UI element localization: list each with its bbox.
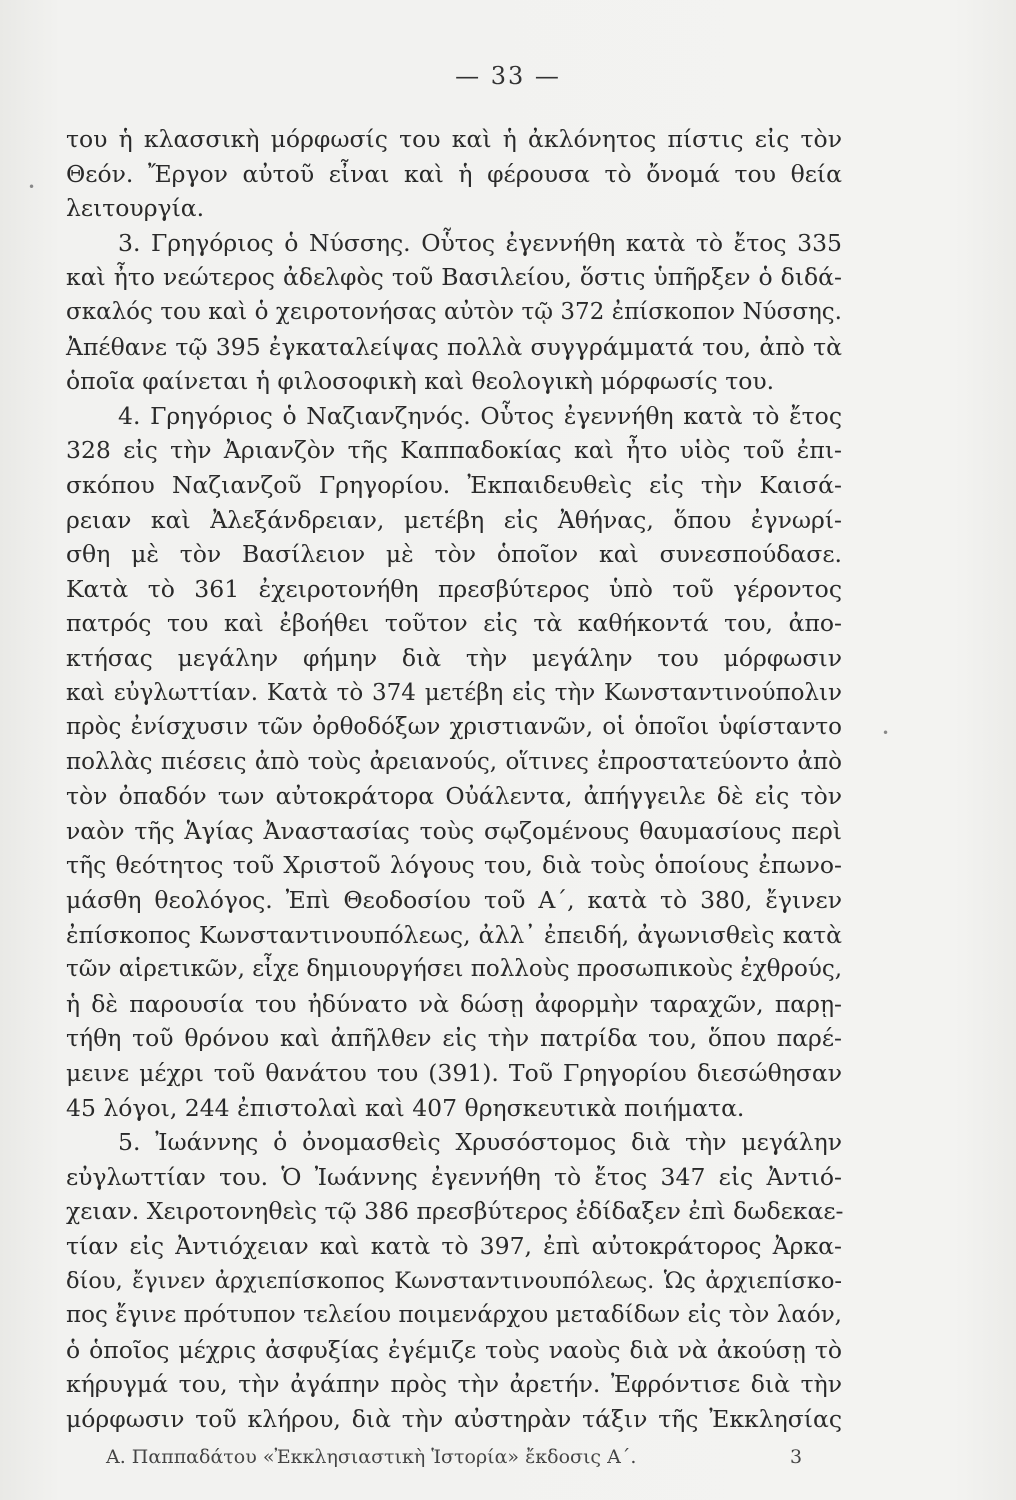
text-line: σκόπου Ναζιανζοῦ Γρηγορίου. Ἐκπαιδευθεὶς εἰς τὴν Καισά- <box>66 470 842 499</box>
text-line: καὶ εὐγλωττίαν. Κατὰ τὸ 374 μετέβη εἰς τὴν Κωνσταντινούπολιν <box>66 679 842 706</box>
page-number: — 33 — <box>455 62 561 90</box>
text-line: δίου, ἔγινεν ἀρχιεπίσκοπος Κωνσταντινουπόλεως. Ὡς ἀρχιεπίσκο- <box>66 1267 842 1294</box>
body-text <box>66 122 842 1437</box>
text-line: ναὸν τῆς Ἁγίας Ἀναστασίας τοὺς σῳζομένους θαυμασίους περὶ <box>66 816 842 845</box>
text-line: μάσθη θεολόγος. Ἐπὶ Θεοδοσίου τοῦ Α΄, κατὰ τὸ 380, ἔγινεν <box>66 886 842 915</box>
text-line: κτήσας μεγάλην φήμην διὰ τὴν μεγάλην του μόρφωσιν <box>66 643 842 672</box>
text-line: ὁποῖα φαίνεται ἡ φιλοσοφικὴ καὶ θεολογικὴ μόρφωσίς του. <box>66 367 775 396</box>
text-line: χειαν. Χειροτονηθεὶς τῷ 386 πρεσβύτερος ἐδίδαξεν ἐπὶ δωδεκαε- <box>66 1197 844 1226</box>
text-line: ἐπίσκοπος Κωνσταντινουπόλεως, ἀλλ᾿ ἐπειδή, ἀγωνισθεὶς κατὰ <box>66 920 842 949</box>
paper-speck: • <box>882 726 890 740</box>
text-line: Ἀπέθανε τῷ 395 ἐγκαταλείψας πολλὰ συγγράμματά του, ἀπὸ τὰ <box>66 332 842 361</box>
text-line: τῆς θεότητος τοῦ Χριστοῦ λόγους του, διὰ τοὺς ὁποίους ἐπωνο- <box>66 851 842 880</box>
text-line: κήρυγμά του, τὴν ἀγάπην πρὸς τὴν ἀρετήν. Ἐφρόντισε διὰ τὴν <box>66 1370 842 1399</box>
text-line: πος ἔγινε πρότυπον τελείου ποιμενάρχου μεταδίδων εἰς τὸν λαόν, <box>66 1302 842 1329</box>
text-line: Κατὰ τὸ 361 ἐχειροτονήθη πρεσβύτερος ὑπὸ τοῦ γέροντος <box>66 574 842 603</box>
text-line: 5. Ἰωάννης ὁ ὀνομασθεὶς Χρυσόστομος διὰ τὴν μεγάλην <box>118 1128 842 1157</box>
paper-speck: • <box>28 180 36 194</box>
text-line: 4. Γρηγόριος ὁ Ναζιανζηνός. Οὗτος ἐγεννήθη κατὰ τὸ ἔτος <box>118 401 842 430</box>
text-line: ρειαν καὶ Ἀλεξάνδρειαν, μετέβη εἰς Ἀθήνας, ὅπου ἐγνωρί- <box>66 505 842 534</box>
text-line: μεινε μέχρι τοῦ θανάτου του (391). Τοῦ Γρηγορίου διεσώθησαν <box>66 1059 842 1088</box>
text-line: λειτουργία. <box>66 194 205 223</box>
text-line: τήθη τοῦ θρόνου καὶ ἀπῆλθεν εἰς τὴν πατρίδα του, ὅπου παρέ- <box>66 1024 842 1053</box>
text-line: ὁ ὁποῖος μέχρις ἀσφυξίας ἐγέμιζε τοὺς ναοὺς διὰ νὰ ἀκούσῃ τὸ <box>66 1335 842 1364</box>
text-line: μόρφωσιν τοῦ κλήρου, διὰ τὴν αὐστηρὰν τάξιν τῆς Ἐκκλησίας <box>66 1404 842 1433</box>
text-line: εὐγλωττίαν του. Ὁ Ἰωάννης ἐγεννήθη τὸ ἔτος 347 εἰς Ἀντιό- <box>66 1162 842 1191</box>
text-line: σκαλός του καὶ ὁ χειροτονήσας αὐτὸν τῷ 372 ἐπίσκοπον Νύσσης. <box>66 298 842 325</box>
text-line: ἡ δὲ παρουσία του ἠδύνατο νὰ δώσῃ ἀφορμὴν ταραχῶν, παρῃ- <box>66 989 842 1018</box>
text-line: του ἡ κλασσικὴ μόρφωσίς του καὶ ἡ ἀκλόνητος πίστις εἰς τὸν <box>66 125 842 153</box>
text-line: 45 λόγοι, 244 ἐπιστολαὶ καὶ 407 θρησκευτικὰ ποιήματα. <box>66 1093 745 1122</box>
text-line: καὶ ἦτο νεώτερος ἀδελφὸς τοῦ Βασιλείου, ὅστις ὑπῆρξεν ὁ διδά- <box>66 263 842 292</box>
text-line: 328 εἰς τὴν Ἀριανζὸν τῆς Καππαδοκίας καὶ ἦτο υἱὸς τοῦ ἐπι- <box>66 436 842 465</box>
footer-citation: Α. Παππαδάτου «Ἐκκλησιαστικὴ Ἱστορία» ἔκδοσις Α΄. <box>106 1446 637 1468</box>
text-line: 3. Γρηγόριος ὁ Νύσσης. Οὗτος ἐγεννήθη κατὰ τὸ ἔτος 335 <box>118 228 842 257</box>
text-line: τῶν αἱρετικῶν, εἶχε δημιουργήσει πολλοὺς προσωπικοὺς ἐχθρούς, <box>66 956 843 983</box>
printer-signature-mark: 3 <box>790 1446 803 1468</box>
text-line: πατρός του καὶ ἐβοήθει τοῦτον εἰς τὰ καθήκοντά του, ἀπο- <box>66 609 842 638</box>
text-line: Θεόν. Ἔργον αὐτοῦ εἶναι καὶ ἡ φέρουσα τὸ ὄνομά του θεία <box>66 159 842 188</box>
text-line: πρὸς ἐνίσχυσιν τῶν ὀρθοδόξων χριστιανῶν, οἱ ὁποῖοι ὑφίσταντο <box>66 714 842 741</box>
text-line: πολλὰς πιέσεις ἀπὸ τοὺς ἀρειανούς, οἵτινες ἐπροστατεύοντο ἀπὸ <box>66 748 842 775</box>
text-line: τὸν ὀπαδόν των αὐτοκράτορα Οὐάλεντα, ἀπήγγειλε δὲ εἰς τὸν <box>66 782 842 811</box>
text-line: σθη μὲ τὸν Βασίλειον μὲ τὸν ὁποῖον καὶ συνεσπούδασε. <box>66 540 842 569</box>
text-line: τίαν εἰς Ἀντιόχειαν καὶ κατὰ τὸ 397, ἐπὶ αὐτοκράτορος Ἀρκα- <box>66 1232 842 1260</box>
